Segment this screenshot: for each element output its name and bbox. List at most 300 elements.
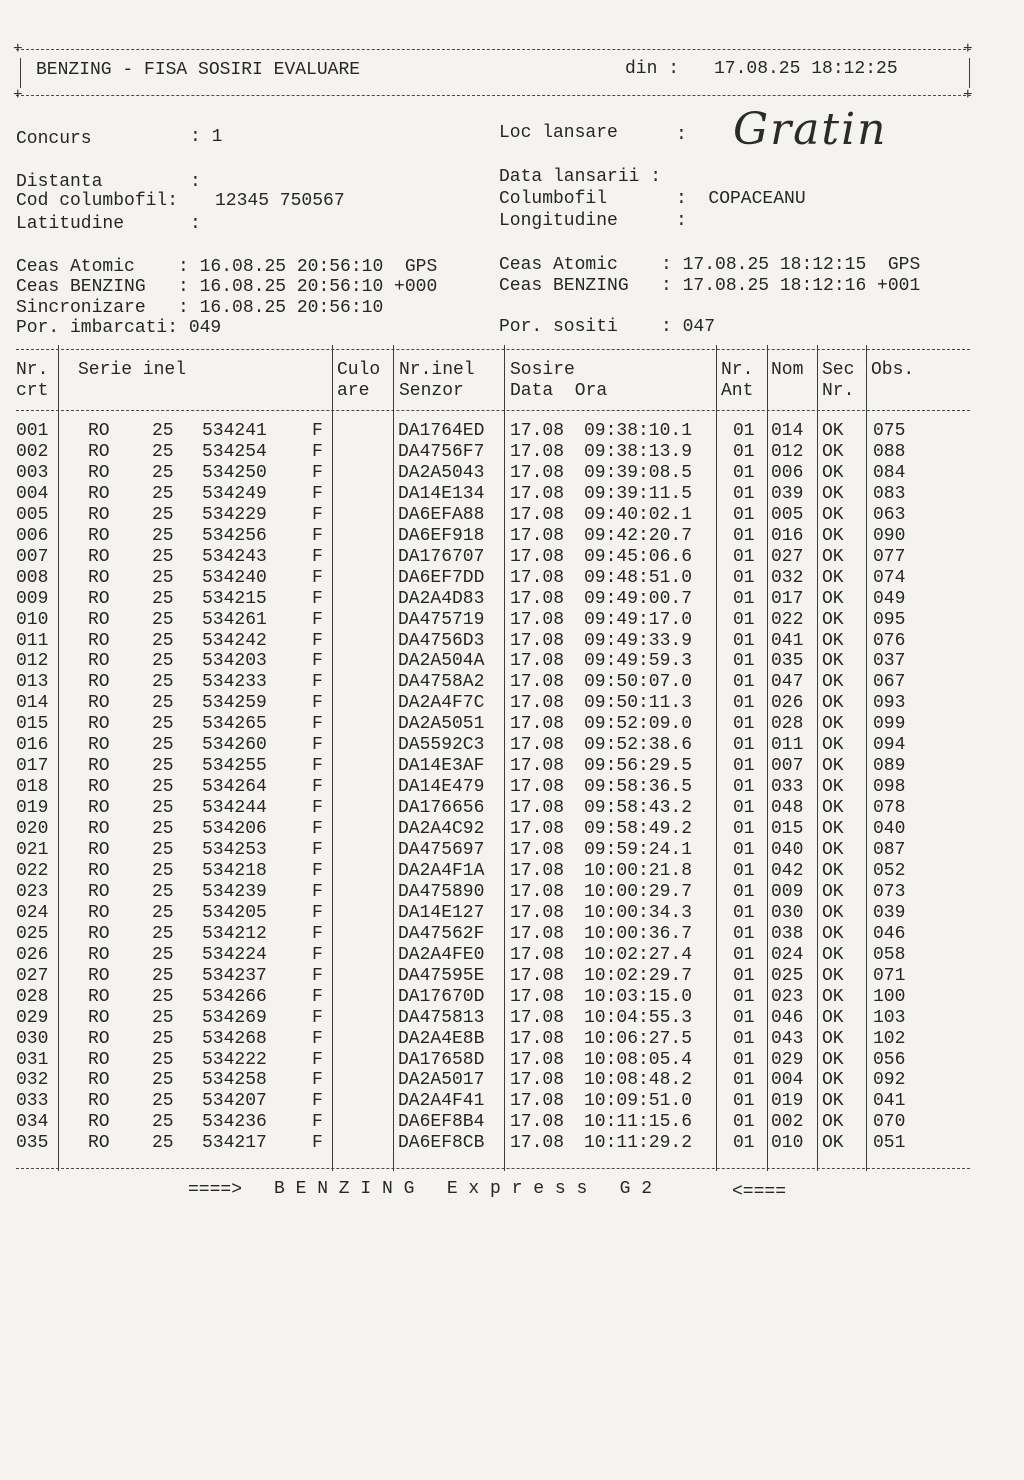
cell-nom: 002 xyxy=(771,1112,804,1133)
cell-nom: 027 xyxy=(771,546,804,567)
cell-country: RO xyxy=(88,525,110,546)
table-row xyxy=(0,861,1024,882)
cell-ring-number: 534205 xyxy=(202,902,267,923)
cell-obs: 075 xyxy=(873,421,906,441)
cell-sec-status: OK xyxy=(822,693,844,714)
concurs-label: Concurs xyxy=(16,129,92,149)
clock-right-line-2: Ceas BENZING : 17.08.25 18:12:16 +001 xyxy=(499,276,921,296)
cell-ring-number: 534255 xyxy=(202,756,267,777)
cell-sensor-id: DA176656 xyxy=(398,798,485,819)
cell-nr-ant: 01 xyxy=(733,840,755,860)
cell-arrival-time: 09:59:24.1 xyxy=(584,840,693,860)
cell-obs: 070 xyxy=(873,1112,906,1133)
cell-arrival-time: 09:49:00.7 xyxy=(584,588,693,609)
cell-ring-number: 534242 xyxy=(202,630,267,651)
cell-sex: F xyxy=(312,798,323,819)
cell-ring-number: 534268 xyxy=(202,1028,267,1049)
cell-nr-crt: 004 xyxy=(16,483,49,504)
cell-sec-status: OK xyxy=(822,1070,844,1091)
table-row xyxy=(0,526,1024,547)
cell-ring-number: 534239 xyxy=(202,881,267,902)
table-row xyxy=(0,1029,1024,1050)
cell-country: RO xyxy=(88,588,110,609)
cell-year: 25 xyxy=(152,944,174,965)
cell-arrival-date: 17.08 xyxy=(510,609,565,630)
cell-obs: 076 xyxy=(873,630,906,651)
cell-ring-number: 534250 xyxy=(202,462,267,483)
cell-ring-number: 534233 xyxy=(202,672,267,693)
cell-nom: 010 xyxy=(771,1133,804,1154)
cell-nom: 046 xyxy=(771,1007,804,1028)
cell-obs: 099 xyxy=(873,714,906,735)
cell-arrival-date: 17.08 xyxy=(510,881,565,902)
cell-arrival-time: 10:00:21.8 xyxy=(584,860,693,881)
cell-arrival-time: 09:39:11.5 xyxy=(584,483,693,504)
cell-year: 25 xyxy=(152,860,174,881)
cell-arrival-date: 17.08 xyxy=(510,798,565,819)
cell-sex: F xyxy=(312,441,323,462)
cell-nr-crt: 006 xyxy=(16,525,49,546)
cell-sensor-id: DA2A5017 xyxy=(398,1070,485,1091)
cell-nr-crt: 013 xyxy=(16,672,49,693)
cell-nr-crt: 028 xyxy=(16,986,49,1007)
cell-arrival-time: 09:50:07.0 xyxy=(584,672,693,693)
cell-nom: 005 xyxy=(771,504,804,525)
cell-obs: 084 xyxy=(873,462,906,483)
cell-obs: 094 xyxy=(873,735,906,756)
table-row xyxy=(0,987,1024,1008)
header-serie-inel: Serie inel xyxy=(78,360,187,380)
cell-nom: 012 xyxy=(771,441,804,462)
cell-sensor-id: DA47595E xyxy=(398,965,485,986)
cell-country: RO xyxy=(88,693,110,714)
cell-nr-crt: 015 xyxy=(16,714,49,735)
cell-nr-ant: 01 xyxy=(733,944,755,965)
cell-sex: F xyxy=(312,421,323,441)
header-nr: Nr. xyxy=(16,360,49,380)
cell-nom: 017 xyxy=(771,588,804,609)
din-value: 17.08.25 18:12:25 xyxy=(714,59,898,79)
cell-year: 25 xyxy=(152,546,174,567)
cell-arrival-date: 17.08 xyxy=(510,735,565,756)
cell-sec-status: OK xyxy=(822,441,844,462)
cell-arrival-date: 17.08 xyxy=(510,693,565,714)
cell-arrival-time: 09:49:17.0 xyxy=(584,609,693,630)
cell-arrival-time: 10:09:51.0 xyxy=(584,1091,693,1112)
cell-sex: F xyxy=(312,588,323,609)
cell-nom: 040 xyxy=(771,840,804,860)
cell-obs: 092 xyxy=(873,1070,906,1091)
cell-sec-status: OK xyxy=(822,881,844,902)
cell-year: 25 xyxy=(152,902,174,923)
cell-nom: 019 xyxy=(771,1091,804,1112)
cell-nr-crt: 001 xyxy=(16,421,49,441)
cell-country: RO xyxy=(88,1028,110,1049)
cell-obs: 037 xyxy=(873,651,906,672)
cell-year: 25 xyxy=(152,714,174,735)
cell-nom: 006 xyxy=(771,462,804,483)
cell-nr-crt: 035 xyxy=(16,1133,49,1154)
cell-arrival-date: 17.08 xyxy=(510,1049,565,1070)
cell-nr-crt: 030 xyxy=(16,1028,49,1049)
cell-sec-status: OK xyxy=(822,965,844,986)
cell-arrival-time: 10:00:36.7 xyxy=(584,923,693,944)
clock-left-line-1: Ceas Atomic : 16.08.25 20:56:10 GPS xyxy=(16,257,438,277)
cell-year: 25 xyxy=(152,672,174,693)
cell-obs: 049 xyxy=(873,588,906,609)
cell-country: RO xyxy=(88,1070,110,1091)
cell-obs: 074 xyxy=(873,567,906,588)
cell-nr-crt: 012 xyxy=(16,651,49,672)
cell-sensor-id: DA475697 xyxy=(398,840,485,860)
cell-nr-crt: 008 xyxy=(16,567,49,588)
cell-country: RO xyxy=(88,462,110,483)
cell-arrival-time: 09:58:43.2 xyxy=(584,798,693,819)
cell-sec-status: OK xyxy=(822,483,844,504)
header-bottom-border xyxy=(16,95,971,96)
table-row xyxy=(0,547,1024,568)
cell-nom: 015 xyxy=(771,819,804,840)
cell-year: 25 xyxy=(152,504,174,525)
cell-nr-crt: 005 xyxy=(16,504,49,525)
cell-nr-ant: 01 xyxy=(733,651,755,672)
cell-sex: F xyxy=(312,714,323,735)
table-row xyxy=(0,610,1024,631)
cell-sensor-id: DA6EF8B4 xyxy=(398,1112,485,1133)
cell-sensor-id: DA2A5051 xyxy=(398,714,485,735)
cell-nr-ant: 01 xyxy=(733,1112,755,1133)
cell-sec-status: OK xyxy=(822,546,844,567)
cell-sex: F xyxy=(312,651,323,672)
cell-ring-number: 534254 xyxy=(202,441,267,462)
cell-nr-crt: 003 xyxy=(16,462,49,483)
cell-ring-number: 534207 xyxy=(202,1091,267,1112)
cell-country: RO xyxy=(88,504,110,525)
cell-year: 25 xyxy=(152,1028,174,1049)
cell-nr-ant: 01 xyxy=(733,504,755,525)
cell-sex: F xyxy=(312,881,323,902)
cell-sensor-id: DA14E134 xyxy=(398,483,485,504)
table-row xyxy=(0,631,1024,652)
cell-sec-status: OK xyxy=(822,735,844,756)
cell-arrival-date: 17.08 xyxy=(510,525,565,546)
cell-nr-crt: 023 xyxy=(16,881,49,902)
table-row xyxy=(0,798,1024,819)
cell-arrival-date: 17.08 xyxy=(510,1091,565,1112)
cell-country: RO xyxy=(88,986,110,1007)
header-left-border xyxy=(20,58,21,88)
cell-year: 25 xyxy=(152,819,174,840)
cell-sec-status: OK xyxy=(822,588,844,609)
cell-nr-ant: 01 xyxy=(733,1007,755,1028)
cell-nom: 048 xyxy=(771,798,804,819)
cell-arrival-date: 17.08 xyxy=(510,860,565,881)
columbofil-value: : COPACEANU xyxy=(676,189,806,209)
cell-obs: 052 xyxy=(873,860,906,881)
cell-ring-number: 534236 xyxy=(202,1112,267,1133)
longitudine-label: Longitudine xyxy=(499,211,618,231)
cell-nr-crt: 011 xyxy=(16,630,49,651)
cell-arrival-time: 10:08:05.4 xyxy=(584,1049,693,1070)
cell-nom: 041 xyxy=(771,630,804,651)
cell-country: RO xyxy=(88,756,110,777)
cell-sec-status: OK xyxy=(822,609,844,630)
cell-year: 25 xyxy=(152,441,174,462)
cell-nr-ant: 01 xyxy=(733,902,755,923)
cell-nr-crt: 020 xyxy=(16,819,49,840)
cell-year: 25 xyxy=(152,651,174,672)
table-bottom-rule xyxy=(16,1168,970,1169)
cell-nr-ant: 01 xyxy=(733,1049,755,1070)
cell-nr-ant: 01 xyxy=(733,609,755,630)
cell-nr-ant: 01 xyxy=(733,693,755,714)
cell-year: 25 xyxy=(152,965,174,986)
header-obs: Obs. xyxy=(871,360,915,380)
cell-nr-ant: 01 xyxy=(733,546,755,567)
cell-nr-ant: 01 xyxy=(733,923,755,944)
cell-nr-ant: 01 xyxy=(733,735,755,756)
cell-arrival-date: 17.08 xyxy=(510,588,565,609)
cell-nr-crt: 007 xyxy=(16,546,49,567)
cell-nr-crt: 022 xyxy=(16,860,49,881)
cell-nr-crt: 029 xyxy=(16,1007,49,1028)
cell-country: RO xyxy=(88,840,110,860)
cell-sex: F xyxy=(312,735,323,756)
cell-nom: 024 xyxy=(771,944,804,965)
cell-sec-status: OK xyxy=(822,777,844,798)
cell-obs: 087 xyxy=(873,840,906,860)
cell-country: RO xyxy=(88,881,110,902)
cell-sec-status: OK xyxy=(822,567,844,588)
cell-ring-number: 534206 xyxy=(202,819,267,840)
cell-sensor-id: DA176707 xyxy=(398,546,485,567)
loc-lansare-label: Loc lansare xyxy=(499,123,618,143)
cell-nr-ant: 01 xyxy=(733,630,755,651)
cell-year: 25 xyxy=(152,462,174,483)
cell-arrival-time: 09:48:51.0 xyxy=(584,567,693,588)
cell-year: 25 xyxy=(152,1133,174,1154)
cell-arrival-time: 09:45:06.6 xyxy=(584,546,693,567)
cell-sensor-id: DA2A4D83 xyxy=(398,588,485,609)
table-row xyxy=(0,882,1024,903)
cell-nr-ant: 01 xyxy=(733,588,755,609)
cell-sensor-id: DA6EF8CB xyxy=(398,1133,485,1154)
columbofil-label: Columbofil xyxy=(499,189,608,209)
cell-sex: F xyxy=(312,630,323,651)
cell-ring-number: 534217 xyxy=(202,1133,267,1154)
header-top-border xyxy=(16,49,971,50)
cell-ring-number: 534269 xyxy=(202,1007,267,1028)
cell-arrival-time: 09:39:08.5 xyxy=(584,462,693,483)
cell-sensor-id: DA47562F xyxy=(398,923,485,944)
clock-left-line-2: Ceas BENZING : 16.08.25 20:56:10 +000 xyxy=(16,277,438,297)
cell-sensor-id: DA2A5043 xyxy=(398,462,485,483)
cell-sex: F xyxy=(312,756,323,777)
cell-nr-crt: 031 xyxy=(16,1049,49,1070)
cell-sex: F xyxy=(312,609,323,630)
cell-ring-number: 534240 xyxy=(202,567,267,588)
cell-arrival-time: 10:02:29.7 xyxy=(584,965,693,986)
cell-sec-status: OK xyxy=(822,714,844,735)
cell-sex: F xyxy=(312,902,323,923)
cell-arrival-date: 17.08 xyxy=(510,714,565,735)
cell-obs: 077 xyxy=(873,546,906,567)
cell-obs: 071 xyxy=(873,965,906,986)
loc-lansare-colon: : xyxy=(676,125,687,145)
cell-ring-number: 534244 xyxy=(202,798,267,819)
cell-obs: 039 xyxy=(873,902,906,923)
cell-ring-number: 534237 xyxy=(202,965,267,986)
cell-arrival-time: 09:38:10.1 xyxy=(584,421,693,441)
cell-ring-number: 534256 xyxy=(202,525,267,546)
cell-obs: 040 xyxy=(873,819,906,840)
cell-arrival-date: 17.08 xyxy=(510,902,565,923)
cell-nr-ant: 01 xyxy=(733,441,755,462)
cell-sec-status: OK xyxy=(822,798,844,819)
header-nr-inel: Nr.inel xyxy=(399,360,475,380)
cell-sensor-id: DA475719 xyxy=(398,609,485,630)
cell-obs: 083 xyxy=(873,483,906,504)
cell-nom: 032 xyxy=(771,567,804,588)
cell-arrival-date: 17.08 xyxy=(510,1112,565,1133)
table-row xyxy=(0,1091,1024,1112)
cell-country: RO xyxy=(88,735,110,756)
cell-sex: F xyxy=(312,1091,323,1112)
table-row xyxy=(0,903,1024,924)
cell-sensor-id: DA2A4FE0 xyxy=(398,944,485,965)
cell-country: RO xyxy=(88,819,110,840)
cell-arrival-date: 17.08 xyxy=(510,1007,565,1028)
footer-right-arrow: <==== xyxy=(732,1182,787,1202)
header-sec: Sec xyxy=(822,360,855,380)
cell-sex: F xyxy=(312,965,323,986)
cell-ring-number: 534266 xyxy=(202,986,267,1007)
cell-arrival-date: 17.08 xyxy=(510,923,565,944)
cell-year: 25 xyxy=(152,525,174,546)
cell-nr-crt: 034 xyxy=(16,1112,49,1133)
cell-nom: 004 xyxy=(771,1070,804,1091)
cell-sec-status: OK xyxy=(822,840,844,860)
cell-year: 25 xyxy=(152,483,174,504)
cell-nr-crt: 033 xyxy=(16,1091,49,1112)
cell-arrival-date: 17.08 xyxy=(510,965,565,986)
table-row xyxy=(0,945,1024,966)
table-row xyxy=(0,421,1024,442)
longitudine-value: : xyxy=(676,211,687,231)
cell-nom: 038 xyxy=(771,923,804,944)
table-row xyxy=(0,1008,1024,1029)
table-row xyxy=(0,756,1024,777)
cell-obs: 098 xyxy=(873,777,906,798)
cell-sec-status: OK xyxy=(822,923,844,944)
cell-sensor-id: DA2A4E8B xyxy=(398,1028,485,1049)
cell-nr-ant: 01 xyxy=(733,1028,755,1049)
cell-arrival-time: 09:40:02.1 xyxy=(584,504,693,525)
cell-sex: F xyxy=(312,840,323,860)
cell-obs: 046 xyxy=(873,923,906,944)
cell-sec-status: OK xyxy=(822,504,844,525)
cell-ring-number: 534265 xyxy=(202,714,267,735)
cell-sex: F xyxy=(312,546,323,567)
table-row xyxy=(0,777,1024,798)
cell-nr-ant: 01 xyxy=(733,672,755,693)
cell-year: 25 xyxy=(152,1049,174,1070)
cell-nr-ant: 01 xyxy=(733,777,755,798)
cell-country: RO xyxy=(88,672,110,693)
cell-sec-status: OK xyxy=(822,944,844,965)
cell-arrival-time: 09:56:29.5 xyxy=(584,756,693,777)
cell-sec-status: OK xyxy=(822,672,844,693)
table-row xyxy=(0,1112,1024,1133)
header-nom: Nom xyxy=(771,360,804,380)
cell-sensor-id: DA6EF7DD xyxy=(398,567,485,588)
clock-left-line-4: Por. imbarcati: 049 xyxy=(16,318,222,338)
cell-nr-crt: 010 xyxy=(16,609,49,630)
table-row xyxy=(0,735,1024,756)
cell-sex: F xyxy=(312,462,323,483)
cell-year: 25 xyxy=(152,421,174,441)
cell-ring-number: 534215 xyxy=(202,588,267,609)
table-row xyxy=(0,966,1024,987)
cell-obs: 100 xyxy=(873,986,906,1007)
cell-obs: 051 xyxy=(873,1133,906,1154)
header-sosire: Sosire xyxy=(510,360,575,380)
cell-sex: F xyxy=(312,672,323,693)
cell-country: RO xyxy=(88,860,110,881)
cell-year: 25 xyxy=(152,588,174,609)
cell-nr-ant: 01 xyxy=(733,798,755,819)
cell-sex: F xyxy=(312,819,323,840)
cell-nr-ant: 01 xyxy=(733,525,755,546)
corner-plus: + xyxy=(13,40,23,58)
din-label: din : xyxy=(625,59,680,79)
cell-country: RO xyxy=(88,421,110,441)
cell-ring-number: 534260 xyxy=(202,735,267,756)
footer-brand: B E N Z I N G E x p r e s s G 2 xyxy=(274,1179,653,1199)
document-title: BENZING - FISA SOSIRI EVALUARE xyxy=(36,60,361,80)
cell-sex: F xyxy=(312,986,323,1007)
cell-ring-number: 534259 xyxy=(202,693,267,714)
cell-sensor-id: DA17670D xyxy=(398,986,485,1007)
cell-nr-crt: 019 xyxy=(16,798,49,819)
cell-nr-crt: 014 xyxy=(16,693,49,714)
cell-country: RO xyxy=(88,798,110,819)
cell-nr-crt: 018 xyxy=(16,777,49,798)
cell-nom: 026 xyxy=(771,693,804,714)
cell-arrival-date: 17.08 xyxy=(510,567,565,588)
cell-arrival-date: 17.08 xyxy=(510,462,565,483)
cell-nr-crt: 027 xyxy=(16,965,49,986)
cell-country: RO xyxy=(88,1112,110,1133)
cell-sex: F xyxy=(312,1112,323,1133)
table-row xyxy=(0,1050,1024,1071)
cell-country: RO xyxy=(88,483,110,504)
table-row xyxy=(0,714,1024,735)
cell-obs: 103 xyxy=(873,1007,906,1028)
cell-sec-status: OK xyxy=(822,1133,844,1154)
data-lansarii-label: Data lansarii : xyxy=(499,167,662,187)
header-nr-ant: Nr. xyxy=(721,360,754,380)
distanta-value: : xyxy=(190,172,201,192)
cell-arrival-time: 09:58:49.2 xyxy=(584,819,693,840)
cell-nr-ant: 01 xyxy=(733,881,755,902)
cell-arrival-time: 10:00:29.7 xyxy=(584,881,693,902)
cod-columbofil-label: Cod columbofil: xyxy=(16,191,179,211)
cell-nr-crt: 002 xyxy=(16,441,49,462)
cell-sec-status: OK xyxy=(822,756,844,777)
header-culo: Culo xyxy=(337,360,381,380)
cell-arrival-date: 17.08 xyxy=(510,421,565,441)
